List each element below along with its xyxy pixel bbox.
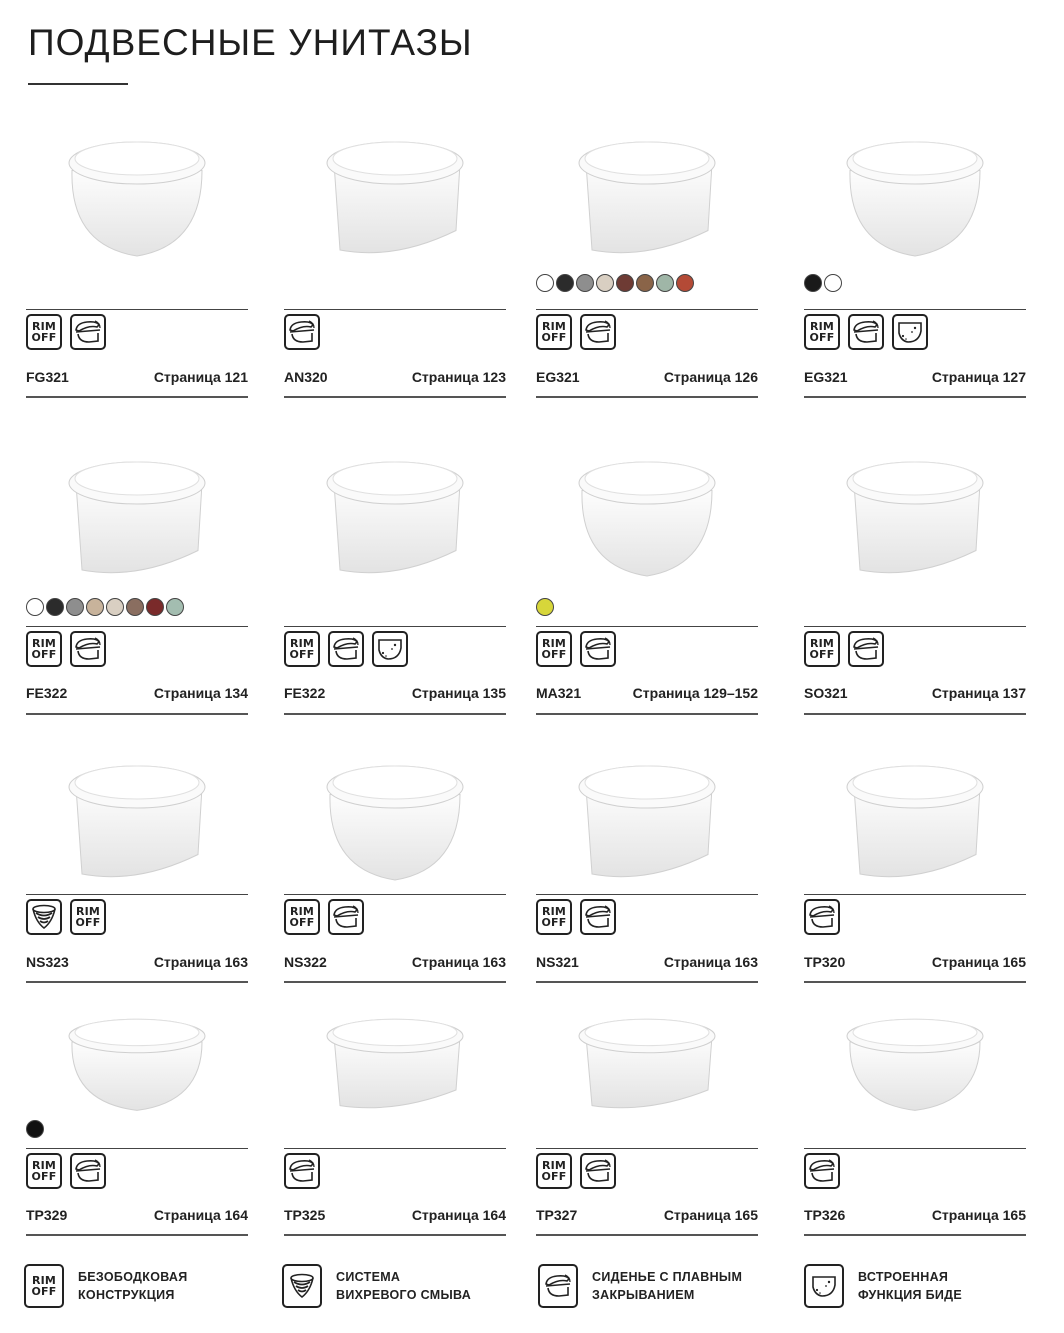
color-swatch[interactable]	[66, 598, 84, 616]
color-swatch[interactable]	[656, 274, 674, 292]
bidet-icon	[804, 1264, 844, 1308]
product-image	[536, 438, 758, 588]
divider	[26, 981, 248, 983]
divider	[284, 981, 506, 983]
model-code: EG321	[536, 369, 580, 385]
divider	[804, 713, 1026, 715]
legend-label: СИСТЕМА	[336, 1270, 401, 1284]
model-code: NS322	[284, 954, 327, 970]
soft-close-seat-icon	[70, 1153, 106, 1189]
divider	[26, 1234, 248, 1236]
rim-off-icon: RIM OFF	[284, 631, 320, 667]
bidet-icon	[892, 314, 928, 350]
color-swatch[interactable]	[126, 598, 144, 616]
page-reference[interactable]: Страница 165	[931, 1207, 1026, 1223]
divider	[284, 396, 506, 398]
soft-close-seat-icon	[804, 899, 840, 935]
vortex-flush-icon	[26, 899, 62, 935]
legend-item-vortex-flush	[282, 1264, 471, 1308]
legend-item-rim-off	[24, 1264, 188, 1308]
color-swatch[interactable]	[804, 274, 822, 292]
legend-item-soft-close	[538, 1264, 742, 1308]
divider	[804, 396, 1026, 398]
title-underline	[28, 83, 128, 85]
feature-icons	[536, 631, 616, 667]
legend-label: БЕЗОБОДКОВАЯ	[78, 1270, 188, 1284]
soft-close-seat-icon	[804, 1153, 840, 1189]
page-reference[interactable]: Страница 163	[153, 954, 248, 970]
color-swatch[interactable]	[576, 274, 594, 292]
product-image	[26, 1000, 248, 1120]
model-code: TP327	[536, 1207, 578, 1223]
page-reference[interactable]: Страница 123	[411, 369, 506, 385]
divider	[536, 396, 758, 398]
rim-off-icon: RIM OFF	[24, 1264, 64, 1308]
color-swatch[interactable]	[26, 1120, 44, 1138]
product-image	[284, 438, 506, 588]
rim-off-icon: RIM OFF	[536, 1153, 572, 1189]
divider	[804, 981, 1026, 983]
legend-label: ВИХРЕВОГО СМЫВА	[336, 1288, 472, 1302]
model-code: FE322	[26, 685, 68, 701]
page-reference[interactable]: Страница 126	[663, 369, 758, 385]
divider	[536, 309, 758, 310]
product-image	[536, 1000, 758, 1120]
feature-icons	[536, 899, 616, 935]
legend-label: ФУНКЦИЯ БИДЕ	[858, 1288, 963, 1302]
product-image	[804, 438, 1026, 588]
rim-off-icon: RIM OFF	[536, 631, 572, 667]
page-reference[interactable]: Страница 135	[411, 685, 506, 701]
color-swatch[interactable]	[536, 598, 554, 616]
rim-off-icon: RIM OFF	[536, 314, 572, 350]
rim-off-icon: RIM OFF	[536, 899, 572, 935]
feature-icons	[284, 1153, 320, 1189]
page-reference[interactable]: Страница 134	[153, 685, 248, 701]
product-image	[804, 1000, 1026, 1120]
legend-label: КОНСТРУКЦИЯ	[78, 1288, 175, 1302]
color-swatches	[536, 274, 694, 292]
page-reference[interactable]: Страница 163	[663, 954, 758, 970]
divider	[284, 1234, 506, 1236]
color-swatch[interactable]	[596, 274, 614, 292]
divider	[804, 309, 1026, 310]
model-code: NS321	[536, 954, 579, 970]
model-code: TP325	[284, 1207, 326, 1223]
color-swatches	[536, 598, 554, 616]
divider	[284, 626, 506, 627]
soft-close-seat-icon	[328, 631, 364, 667]
color-swatch[interactable]	[166, 598, 184, 616]
feature-icons	[26, 899, 106, 935]
soft-close-seat-icon	[328, 899, 364, 935]
color-swatch[interactable]	[636, 274, 654, 292]
product-image	[804, 118, 1026, 268]
rim-off-icon: RIM OFF	[26, 1153, 62, 1189]
rim-off-icon: RIM OFF	[804, 314, 840, 350]
model-code: TP326	[804, 1207, 846, 1223]
product-image	[536, 742, 758, 892]
divider	[284, 309, 506, 310]
feature-icons	[536, 1153, 616, 1189]
divider	[804, 1148, 1026, 1149]
divider	[804, 626, 1026, 627]
color-swatches	[26, 598, 184, 616]
divider	[26, 713, 248, 715]
product-image	[284, 118, 506, 268]
color-swatch[interactable]	[556, 274, 574, 292]
product-image	[536, 118, 758, 268]
product-image	[26, 118, 248, 268]
soft-close-seat-icon	[284, 1153, 320, 1189]
page-title: ПОДВЕСНЫЕ УНИТАЗЫ	[28, 22, 473, 63]
feature-icons	[26, 1153, 106, 1189]
divider	[284, 1148, 506, 1149]
color-swatch[interactable]	[106, 598, 124, 616]
model-code: AN320	[284, 369, 328, 385]
feature-icons	[804, 314, 928, 350]
color-swatch[interactable]	[146, 598, 164, 616]
color-swatches	[26, 1120, 44, 1138]
legend-label: СИДЕНЬЕ С ПЛАВНЫМ	[592, 1270, 743, 1284]
page-reference[interactable]: Страница 165	[931, 954, 1026, 970]
page-reference[interactable]: Страница 127	[931, 369, 1026, 385]
soft-close-seat-icon	[538, 1264, 578, 1308]
soft-close-seat-icon	[580, 899, 616, 935]
soft-close-seat-icon	[848, 631, 884, 667]
color-swatch[interactable]	[536, 274, 554, 292]
page-reference[interactable]: Страница 164	[153, 1207, 248, 1223]
rim-off-icon: RIM OFF	[26, 631, 62, 667]
soft-close-seat-icon	[848, 314, 884, 350]
soft-close-seat-icon	[580, 631, 616, 667]
legend-item-bidet	[804, 1264, 962, 1308]
model-code: TP320	[804, 954, 846, 970]
soft-close-seat-icon	[70, 631, 106, 667]
model-code: SO321	[804, 685, 848, 701]
color-swatch[interactable]	[616, 274, 634, 292]
soft-close-seat-icon	[580, 314, 616, 350]
model-code: FE322	[284, 685, 326, 701]
feature-icons	[284, 631, 408, 667]
legend-label: ЗАКРЫВАНИЕМ	[592, 1288, 695, 1302]
divider	[26, 894, 248, 895]
vortex-flush-icon	[282, 1264, 322, 1308]
product-image	[284, 1000, 506, 1120]
divider	[536, 1148, 758, 1149]
rim-off-icon: RIM OFF	[804, 631, 840, 667]
color-swatch[interactable]	[46, 598, 64, 616]
divider	[284, 713, 506, 715]
rim-off-icon: RIM OFF	[70, 899, 106, 935]
model-code: EG321	[804, 369, 848, 385]
bidet-icon	[372, 631, 408, 667]
feature-icons	[804, 631, 884, 667]
page-reference[interactable]: Страница 129–152	[632, 685, 758, 701]
color-swatches	[804, 274, 842, 292]
model-code: FG321	[26, 369, 69, 385]
feature-icons	[804, 899, 840, 935]
soft-close-seat-icon	[580, 1153, 616, 1189]
model-code: TP329	[26, 1207, 68, 1223]
divider	[284, 894, 506, 895]
divider	[536, 981, 758, 983]
model-code: MA321	[536, 685, 582, 701]
divider	[536, 1234, 758, 1236]
page-reference[interactable]: Страница 163	[411, 954, 506, 970]
divider	[804, 894, 1026, 895]
divider	[804, 1234, 1026, 1236]
feature-icons	[284, 899, 364, 935]
feature-icons	[536, 314, 616, 350]
product-image	[804, 742, 1026, 892]
divider	[26, 1148, 248, 1149]
page-reference[interactable]: Страница 137	[931, 685, 1026, 701]
color-swatch[interactable]	[824, 274, 842, 292]
page-reference[interactable]: Страница 164	[411, 1207, 506, 1223]
product-image	[284, 742, 506, 892]
rim-off-icon: RIM OFF	[26, 314, 62, 350]
feature-icons	[26, 631, 106, 667]
legend-label: ВСТРОЕННАЯ	[858, 1270, 949, 1284]
rim-off-icon: RIM OFF	[284, 899, 320, 935]
divider	[26, 626, 248, 627]
product-image	[26, 742, 248, 892]
model-code: NS323	[26, 954, 69, 970]
divider	[26, 309, 248, 310]
divider	[536, 626, 758, 627]
color-swatch[interactable]	[676, 274, 694, 292]
soft-close-seat-icon	[70, 314, 106, 350]
page-reference[interactable]: Страница 121	[153, 369, 248, 385]
feature-icons	[284, 314, 320, 350]
divider	[26, 396, 248, 398]
feature-icons	[804, 1153, 840, 1189]
color-swatch[interactable]	[86, 598, 104, 616]
feature-icons	[26, 314, 106, 350]
divider	[536, 713, 758, 715]
color-swatch[interactable]	[26, 598, 44, 616]
divider	[536, 894, 758, 895]
product-image	[26, 438, 248, 588]
soft-close-seat-icon	[284, 314, 320, 350]
page-reference[interactable]: Страница 165	[663, 1207, 758, 1223]
